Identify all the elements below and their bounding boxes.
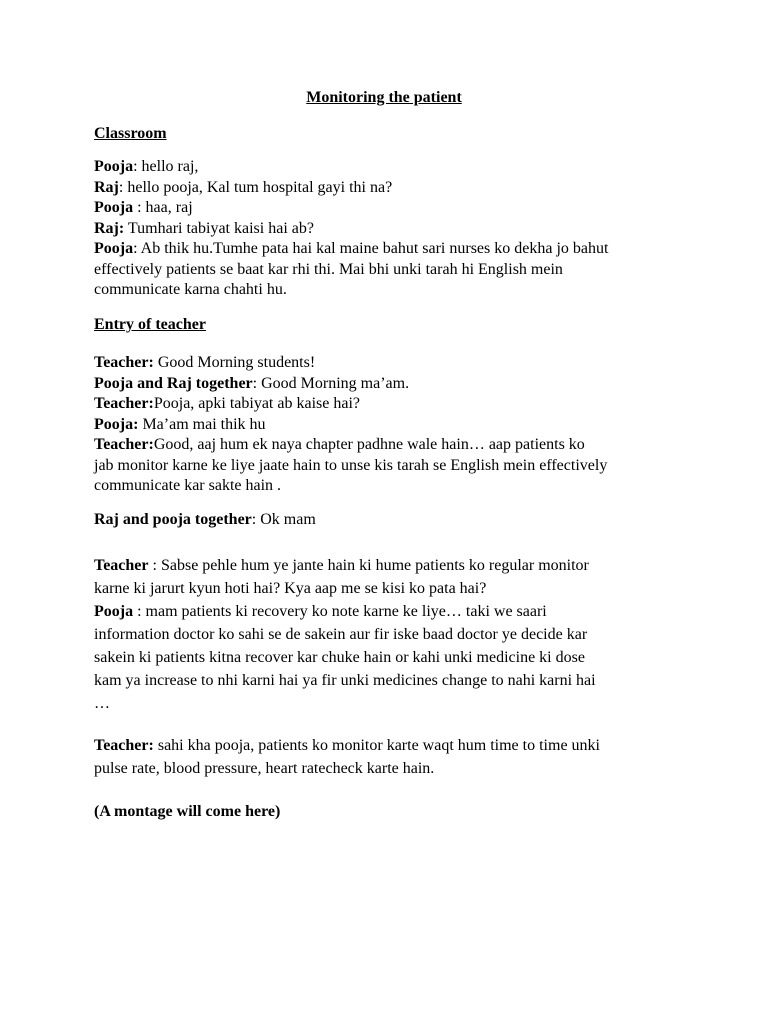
dialogue-line: [94, 219, 694, 240]
dialogue-text: : hello raj,: [133, 158, 199, 175]
dialogue-text: : haa, raj: [133, 199, 193, 216]
speaker-name: Raj:: [94, 219, 125, 237]
speaker-name: Teacher: [94, 557, 149, 574]
montage-note: (A montage will come here): [94, 803, 281, 820]
dialogue-text: : Sabse pehle hum ye jante hain ki hume patients ko regular monitor: [148, 557, 589, 574]
speaker-name: Raj and pooja together: [94, 511, 252, 528]
dialogue-text: Ma’am mai thik hu: [138, 415, 266, 433]
dialogue-line: [94, 239, 694, 260]
dialogue-continuation: jab monitor karne ke liye jaate hain to unse kis tarah se English mein effectively: [94, 456, 608, 474]
dialogue-line: [94, 198, 694, 219]
section-heading-entry-of-teacher: Entry of teacher: [94, 316, 206, 333]
dialogue-text: : hello pooja, Kal tum hospital gayi thi na?: [118, 178, 393, 196]
dialogue-text: Good Morning students!: [153, 354, 316, 371]
speaker-name: Pooja and Raj together: [94, 374, 253, 392]
dialogue-line: [94, 394, 694, 415]
dialogue-line: [94, 353, 694, 374]
dialogue-line: [94, 374, 694, 395]
speaker-name: Raj: [94, 178, 119, 196]
dialogue-text: : Ok mam: [251, 511, 316, 528]
dialogue-line: [94, 178, 694, 199]
speaker-name: Teacher:: [94, 436, 154, 453]
together-line: [94, 510, 694, 531]
dialogue-continuation: communicate kar sakte hain .: [94, 477, 282, 494]
speaker-name: Pooja: [94, 240, 134, 257]
speaker-name: Pooja:: [94, 415, 139, 433]
dialogue-line: [94, 435, 694, 456]
dialogue-line: [94, 415, 694, 436]
teacher-answer: [94, 734, 694, 780]
dialogue-continuation: effectively patients se baat kar rhi thi. Mai bhi unki tarah hi English mein: [94, 260, 563, 278]
speaker-name: Teacher:: [94, 395, 154, 412]
dialogue-continuation: information doctor ko sahi se de sakein aur fir iske baad doctor ye decide kar: [94, 626, 588, 643]
speaker-name: Pooja: [94, 158, 134, 175]
dialogue-text: Good, aaj hum ek naya chapter padhne wale hain… aap patients ko: [153, 436, 585, 453]
dialogue-continuation: pulse rate, blood pressure, heart ratecheck karte hain.: [94, 760, 435, 777]
dialogue-continuation: sakein ki patients kitna recover kar chuke hain or kahi unki medicine ki dose: [94, 649, 585, 666]
dialogue-line: [94, 734, 694, 757]
dialogue-text: Pooja, apki tabiyat ab kaise hai?: [153, 395, 360, 412]
teacher-question: [94, 554, 694, 715]
dialogue-continuation: karne ki jarurt kyun hoti hai? Kya aap me se kisi ko pata hai?: [94, 580, 487, 597]
dialogue-line: [94, 600, 694, 623]
dialogue-line: [94, 554, 694, 577]
dialogue-text: : Good Morning ma’am.: [252, 374, 410, 392]
dialogue-text: sahi kha pooja, patients ko monitor karte waqt hum time to time unki: [153, 737, 600, 754]
section-heading-classroom: Classroom: [94, 125, 167, 142]
dialogue-text: Tumhari tabiyat kaisi hai ab?: [124, 219, 314, 237]
classroom-dialogue: [94, 157, 694, 301]
dialogue-line: [94, 510, 694, 531]
speaker-name: Teacher:: [94, 354, 154, 371]
dialogue-continuation: …: [94, 695, 110, 712]
dialogue-text: : mam patients ki recovery ko note karne ke liye… taki we saari: [133, 603, 547, 620]
dialogue-continuation: kam ya increase to nhi karni hai ya fir unki medicines change to nahi karni hai: [94, 672, 596, 689]
dialogue-continuation: communicate karna chahti hu.: [94, 281, 287, 298]
dialogue-line: [94, 157, 694, 178]
speaker-name: Pooja: [94, 603, 134, 620]
speaker-name: Pooja: [94, 199, 134, 216]
page-title: Monitoring the patient: [306, 89, 462, 106]
dialogue-text: : Ab thik hu.Tumhe pata hai kal maine bahut sari nurses ko dekha jo bahut: [133, 240, 609, 257]
speaker-name: Teacher:: [94, 737, 154, 754]
entry-dialogue: [94, 353, 694, 497]
